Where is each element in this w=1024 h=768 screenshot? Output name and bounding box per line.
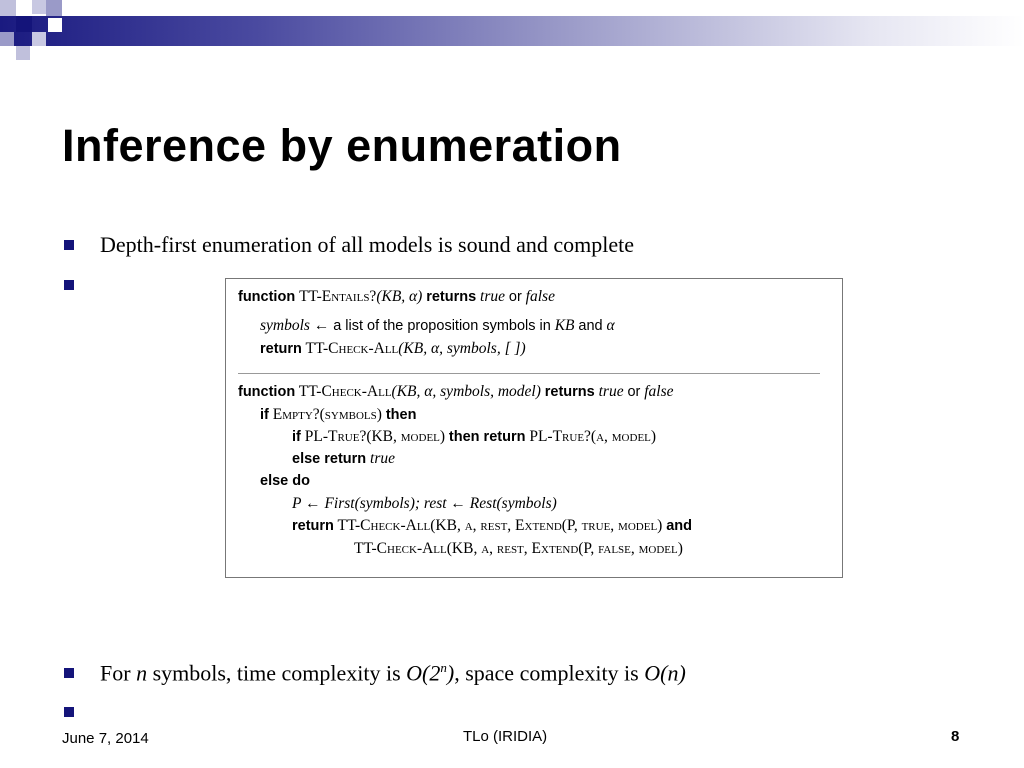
- func-args: (KB, α): [376, 288, 423, 305]
- algo-line-7: [292, 450, 395, 468]
- keyword-then: then: [385, 407, 417, 423]
- keyword-returns: returns: [426, 289, 477, 305]
- slide-title: Inference by enumeration: [62, 120, 622, 171]
- algo-line-5: [260, 406, 416, 424]
- complexity-time: O(2: [406, 660, 441, 686]
- text-part: For: [100, 660, 137, 686]
- algo-line-6: [292, 428, 656, 446]
- text-part: , space complexity is: [454, 660, 645, 686]
- decor-square: [0, 32, 14, 46]
- value-true: true: [598, 383, 624, 400]
- algo-text: a list of the proposition symbols in: [333, 318, 551, 334]
- func-name: TT-Check-All: [295, 383, 392, 400]
- keyword-returns: returns: [544, 384, 595, 400]
- algo-line-11: [354, 540, 683, 558]
- assign-arrow: ←: [309, 317, 334, 334]
- bullet-marker: [64, 668, 74, 678]
- keyword-if: if: [292, 429, 301, 445]
- bullet-text: Depth-first enumeration of all models is sound and complete: [100, 232, 634, 257]
- keyword-then-return: then return: [448, 429, 526, 445]
- decor-square: [16, 16, 32, 32]
- algo-line-8: [260, 472, 310, 490]
- algo-line-3: [260, 340, 526, 358]
- algo-line-9: [292, 495, 557, 513]
- func-args: (KB, α, symbols, model): [391, 383, 541, 400]
- keyword-else-return: else return: [292, 451, 367, 467]
- func-call: TT-Check-All(KB, α, rest, Extend(P, true, model): [333, 517, 667, 534]
- keyword-and: and: [666, 518, 692, 534]
- footer-author: TLo (IRIDIA): [463, 728, 548, 745]
- decor-square: [46, 0, 62, 16]
- func-call: PL-True?(α, model): [525, 428, 657, 445]
- keyword-and: and: [578, 318, 603, 334]
- decor-square: [0, 0, 16, 16]
- page-number: 8: [951, 728, 960, 745]
- text-part: symbols, time complexity is: [147, 660, 407, 686]
- condition: PL-True?(KB, model): [300, 428, 449, 445]
- bullet-marker: [64, 707, 74, 717]
- keyword-or: or: [508, 289, 522, 305]
- keyword-if: if: [260, 407, 269, 423]
- func-call: TT-Check-All(KB, α, rest, Extend(P, false, model): [354, 540, 683, 557]
- keyword-else-do: else do: [260, 473, 310, 489]
- func-name: TT-Entails?: [299, 288, 377, 305]
- complexity-space: O(n): [644, 660, 686, 686]
- decor-square: [16, 46, 30, 60]
- keyword-function: function: [238, 289, 296, 305]
- divider: [238, 373, 820, 374]
- var-kb: KB: [550, 317, 579, 334]
- bullet-marker: [64, 240, 74, 250]
- var-symbols: symbols: [260, 317, 310, 334]
- exponent-n: n: [440, 660, 447, 675]
- header-gradient-bar: [0, 16, 1024, 46]
- condition: Empty?(symbols): [268, 406, 386, 423]
- decor-square: [32, 32, 46, 46]
- assignment-line: P ← First(symbols); rest ← Rest(symbols): [292, 495, 557, 512]
- keyword-function: function: [238, 384, 296, 400]
- value-true: true: [366, 450, 395, 467]
- decor-square: [32, 0, 46, 14]
- func-args: (KB, α, symbols, [ ]): [398, 340, 526, 357]
- var-n: n: [136, 660, 148, 686]
- func-call: TT-Check-All: [301, 340, 399, 357]
- decor-square: [48, 18, 62, 32]
- algo-line-1: [238, 288, 555, 306]
- algorithm-figure: [225, 278, 843, 578]
- bullet-marker: [64, 280, 74, 290]
- complexity-close: ): [446, 660, 455, 686]
- value-true: true: [480, 288, 506, 305]
- var-alpha: α: [602, 317, 615, 334]
- value-false: false: [644, 383, 674, 400]
- algo-line-2: [260, 317, 615, 335]
- algo-line-4: [238, 383, 674, 401]
- keyword-return: return: [292, 518, 334, 534]
- footer-date: June 7, 2014: [62, 730, 149, 747]
- keyword-or: or: [627, 384, 641, 400]
- value-false: false: [525, 288, 555, 305]
- algo-line-10: [292, 517, 692, 535]
- keyword-return: return: [260, 341, 302, 357]
- bullet-text: [100, 660, 686, 686]
